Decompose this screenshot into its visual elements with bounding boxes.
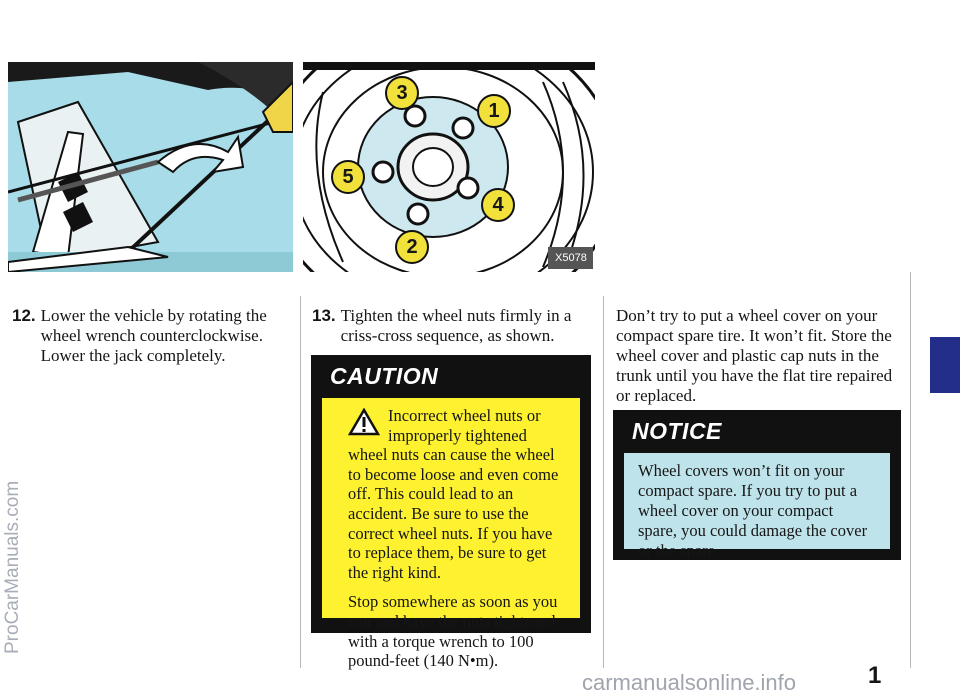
page-number: 1 [868,662,883,689]
column-divider-left [300,296,301,668]
step-13-text: Tighten the wheel nuts firmly in a criss-cross sequence, as shown. [340,306,572,345]
wheel-cover-note: Don’t try to put a wheel cover on your compact spare tire. It won’t fit. Store the wheel cover and plastic cap nuts in the trunk until you have the flat tire repaired or replaced. [616,306,893,405]
figure-code: X5078 [555,252,587,264]
column-divider-outer [910,272,911,668]
notice-body: Wheel covers won’t fit on your compact spare. If you try to put a wheel cover on your compact spare, you could damage the cover or the spare. [624,453,890,549]
wheel-label-5: 5 [331,160,365,194]
jack-illustration [8,62,293,272]
caution-body [322,398,580,671]
caution-box [311,355,591,671]
caution-paragraph-1-text: Incorrect wheel nuts or improperly tightened wheel nuts can cause the wheel to become loose and even come off. This could lead to an accident. Be sure to use the correct wheel nuts. If you have to replace them, be sure to get the right kind. [348,406,559,582]
step-12 [12,306,284,366]
notice-title: NOTICE [618,415,896,447]
jack-lowering-figure [8,62,293,272]
column-divider-right [603,296,604,668]
step-13-number: 13. [312,306,336,325]
warning-triangle-icon [348,408,380,436]
caution-paragraph-1 [348,406,566,582]
step-12-text: Lower the vehicle by rotating the wheel wrench counterclockwise. Lower the jack completely. [40,306,267,365]
footer-watermark: carmanualsonline.info [582,670,797,695]
wheel-label-2: 2 [395,230,429,264]
step-12-number: 12. [12,306,36,325]
wheel-label-1: 1 [477,94,511,128]
notice-box [613,410,901,560]
caution-paragraph-2: Stop somewhere as soon as you can and have the nuts tightened with a torque wrench to 100 pound-feet (140 N•m). [348,592,558,671]
wheel-nut-sequence-figure [303,62,595,272]
caution-title: CAUTION [316,360,586,392]
step-13 [312,306,594,346]
side-watermark: ProCarManuals.com [2,480,23,654]
wheel-label-4: 4 [481,188,515,222]
wheel-label-3: 3 [385,76,419,110]
section-tab [930,337,960,393]
